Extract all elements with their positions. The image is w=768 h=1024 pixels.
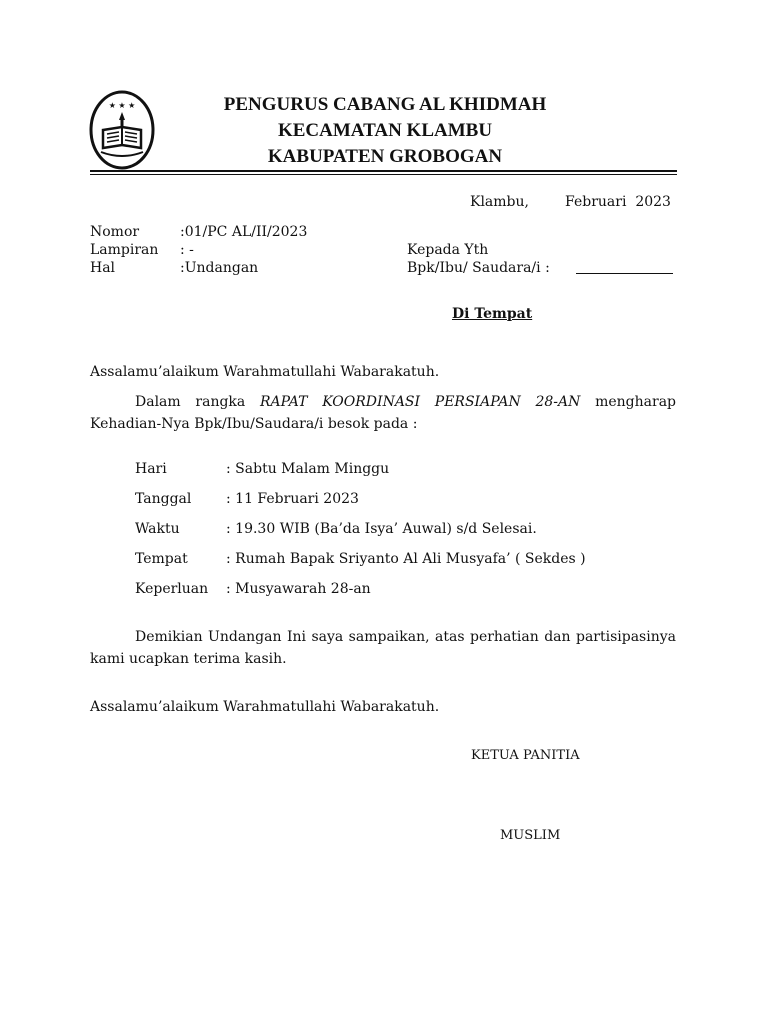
detail-label-tanggal: Tanggal [135,491,192,507]
recipient-line-1: Kepada Yth [407,242,489,258]
header-line-1: PENGURUS CABANG AL KHIDMAH [223,94,547,115]
closing-paragraph [90,626,676,670]
nomor-label: Nomor [90,224,140,240]
recipient-line-2: Bpk/Ibu/ Saudara/i : [407,260,550,276]
intro-text-b: mengharap Kehadian-Nya Bpk/Ibu/Saudara/i besok pada : [90,394,677,432]
date-place: Klambu, [470,194,529,210]
signature-title: KETUA PANITIA [471,748,580,763]
intro-paragraph [90,391,676,435]
lampiran-value: : - [180,242,194,258]
svg-text:★ ★ ★: ★ ★ ★ [108,101,136,110]
closing-text: Demikian Undangan Ini saya sampaikan, atas perhatian dan partisipasinya kami ucapkan terima kasih. [90,629,676,667]
detail-value-waktu: : 19.30 WIB (Ba’da Isya’ Auwal) s/d Selesai. [226,521,537,537]
date-month-year: Februari 2023 [565,194,671,210]
intro-text-a: Dalam rangka [135,394,261,410]
recipient-blank-line [576,273,673,274]
greeting: Assalamu’alaikum Warahmatullahi Wabarakatuh. [90,364,440,380]
intro-event: RAPAT KOORDINASI PERSIAPAN 28-AN [260,394,581,410]
signature-name: MUSLIM [500,828,561,843]
detail-value-hari: : Sabtu Malam Minggu [226,461,390,477]
nomor-value: :01/PC AL/II/2023 [180,224,308,240]
detail-label-hari: Hari [135,461,167,477]
detail-label-tempat: Tempat [135,551,188,567]
detail-label-waktu: Waktu [135,521,180,537]
hal-value: :Undangan [180,260,259,276]
recipient-place: Di Tempat [452,306,533,322]
farewell: Assalamu’alaikum Warahmatullahi Wabarakatuh. [90,699,440,715]
header-line-3: KABUPATEN GROBOGAN [267,146,503,167]
lampiran-label: Lampiran [90,242,159,258]
header-divider-thick [90,170,677,172]
detail-value-keperluan: : Musyawarah 28-an [226,581,371,597]
organization-logo-icon [89,90,155,170]
hal-label: Hal [90,260,116,276]
detail-value-tempat: : Rumah Bapak Sriyanto Al Ali Musyafa’ ( Sekdes ) [226,551,586,567]
header-line-2: KECAMATAN KLAMBU [277,120,493,141]
detail-label-keperluan: Keperluan [135,581,209,597]
header-divider-thin [90,174,677,175]
detail-value-tanggal: : 11 Februari 2023 [226,491,359,507]
